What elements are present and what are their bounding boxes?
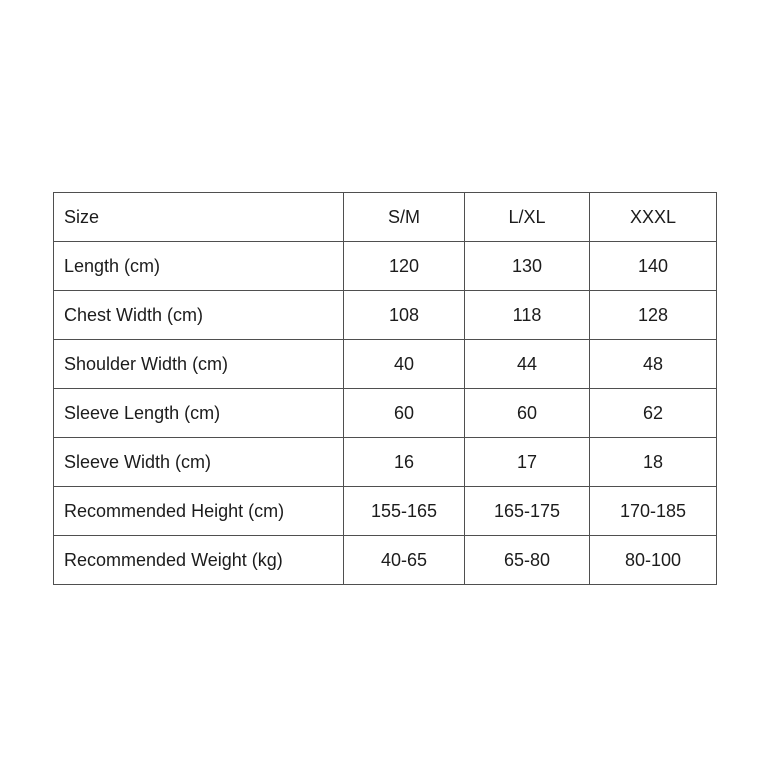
value-cell: 48 <box>590 340 717 389</box>
row-label-cell: Recommended Weight (kg) <box>54 536 344 585</box>
value-cell: 44 <box>465 340 590 389</box>
header-cell-sm: S/M <box>344 193 465 242</box>
value-cell: 17 <box>465 438 590 487</box>
value-cell: 60 <box>465 389 590 438</box>
row-label-cell: Sleeve Length (cm) <box>54 389 344 438</box>
table-row <box>54 438 717 487</box>
value-cell: 40-65 <box>344 536 465 585</box>
row-label-cell: Chest Width (cm) <box>54 291 344 340</box>
table-row <box>54 242 717 291</box>
header-cell-lxl: L/XL <box>465 193 590 242</box>
size-chart-container <box>53 192 717 585</box>
row-label-cell: Sleeve Width (cm) <box>54 438 344 487</box>
value-cell: 155-165 <box>344 487 465 536</box>
value-cell: 140 <box>590 242 717 291</box>
value-cell: 120 <box>344 242 465 291</box>
value-cell: 16 <box>344 438 465 487</box>
table-row <box>54 389 717 438</box>
size-chart-table <box>53 192 717 585</box>
header-cell-xxxl: XXXL <box>590 193 717 242</box>
table-row <box>54 291 717 340</box>
value-cell: 18 <box>590 438 717 487</box>
row-label-cell: Length (cm) <box>54 242 344 291</box>
value-cell: 40 <box>344 340 465 389</box>
value-cell: 65-80 <box>465 536 590 585</box>
value-cell: 130 <box>465 242 590 291</box>
header-row <box>54 193 717 242</box>
row-label-cell: Shoulder Width (cm) <box>54 340 344 389</box>
value-cell: 108 <box>344 291 465 340</box>
table-row <box>54 536 717 585</box>
row-label-cell: Recommended Height (cm) <box>54 487 344 536</box>
value-cell: 118 <box>465 291 590 340</box>
value-cell: 165-175 <box>465 487 590 536</box>
value-cell: 170-185 <box>590 487 717 536</box>
value-cell: 128 <box>590 291 717 340</box>
value-cell: 62 <box>590 389 717 438</box>
header-cell-size: Size <box>54 193 344 242</box>
table-row <box>54 487 717 536</box>
table-row <box>54 340 717 389</box>
value-cell: 60 <box>344 389 465 438</box>
value-cell: 80-100 <box>590 536 717 585</box>
